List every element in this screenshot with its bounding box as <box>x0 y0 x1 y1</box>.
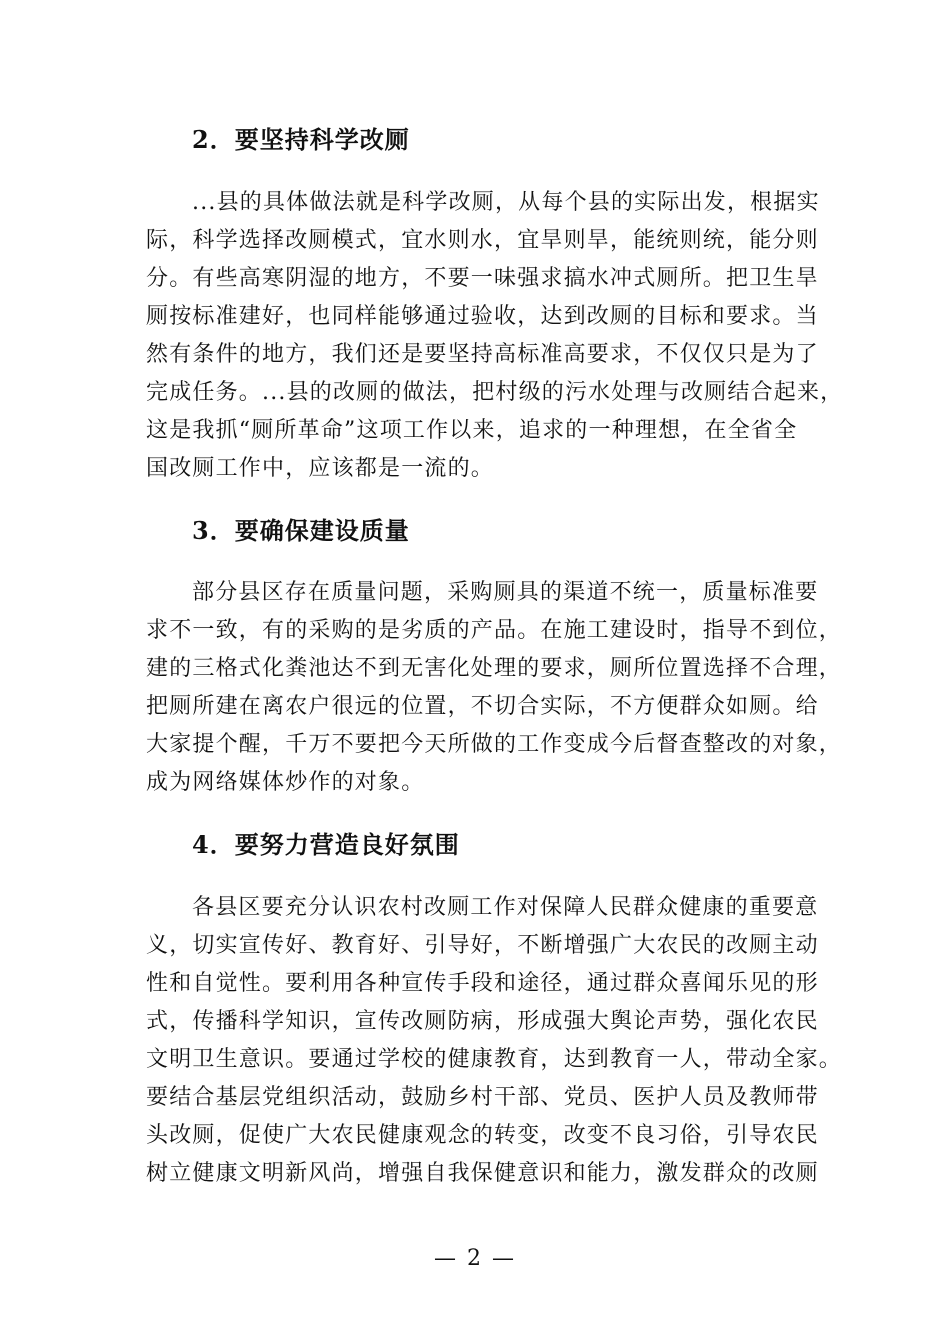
paragraph-line: 要结合基层党组织活动，鼓励乡村干部、党员、医护人员及教师带 <box>146 1085 819 1110</box>
paragraph-line: 求不一致，有的采购的是劣质的产品。在施工建设时，指导不到位， <box>146 618 843 643</box>
paragraph-line: 文明卫生意识。要通过学校的健康教育，达到教育一人，带动全家。 <box>146 1047 843 1072</box>
paragraph-line: 际，科学选择改厕模式，宜水则水，宜旱则旱，能统则统，能分则 <box>146 228 819 253</box>
paragraph-line: 义，切实宣传好、教育好、引导好，不断增强广大农民的改厕主动 <box>146 933 819 958</box>
section-4-paragraph <box>146 889 843 1193</box>
paragraph-line: 把厕所建在离农户很远的位置，不切合实际，不方便群众如厕。给 <box>146 694 819 719</box>
paragraph-line: 式，传播科学知识，宣传改厕防病，形成强大舆论声势，强化农民 <box>146 1009 819 1034</box>
paragraph-line: 然有条件的地方，我们还是要坚持高标准高要求，不仅仅只是为了 <box>146 342 819 367</box>
page-number: — 2 — <box>434 1246 516 1271</box>
paragraph-line: 树立健康文明新风尚，增强自我保健意识和能力，激发群众的改厕 <box>146 1161 819 1186</box>
section-2-paragraph <box>146 184 844 488</box>
paragraph-line: 分。有些高寒阴湿的地方，不要一味强求搞水冲式厕所。把卫生旱 <box>146 266 819 291</box>
section-heading-3: 3．要确保建设质量 <box>192 516 410 545</box>
paragraph-line: 国改厕工作中，应该都是一流的。 <box>146 456 495 481</box>
paragraph-line: 成为网络媒体炒作的对象。 <box>146 770 425 795</box>
paragraph-line: 厕按标准建好，也同样能够通过验收，达到改厕的目标和要求。当 <box>146 304 819 329</box>
paragraph-line: 大家提个醒，千万不要把今天所做的工作变成今后督查整改的对象， <box>146 732 843 757</box>
section-heading-4: 4．要努力营造良好氛围 <box>192 830 460 859</box>
section-3-paragraph <box>146 574 843 802</box>
paragraph-line: 头改厕，促使广大农民健康观念的转变，改变不良习俗，引导农民 <box>146 1123 819 1148</box>
paragraph-line: 性和自觉性。要利用各种宣传手段和途径，通过群众喜闻乐见的形 <box>146 971 819 996</box>
paragraph-line: 各县区要充分认识农村改厕工作对保障人民群众健康的重要意 <box>192 895 819 920</box>
paragraph-line: 建的三格式化粪池达不到无害化处理的要求，厕所位置选择不合理， <box>146 656 843 681</box>
paragraph-line: 这是我抓“厕所革命”这项工作以来，追求的一种理想，在全省全 <box>146 418 798 443</box>
paragraph-line: 部分县区存在质量问题，采购厕具的渠道不统一，质量标准要 <box>192 580 819 605</box>
section-heading-2: 2．要坚持科学改厕 <box>192 125 410 154</box>
paragraph-line: 完成任务。...县的改厕的做法，把村级的污水处理与改厕结合起来， <box>146 380 844 405</box>
paragraph-line: ...县的具体做法就是科学改厕，从每个县的实际出发，根据实 <box>192 190 820 215</box>
